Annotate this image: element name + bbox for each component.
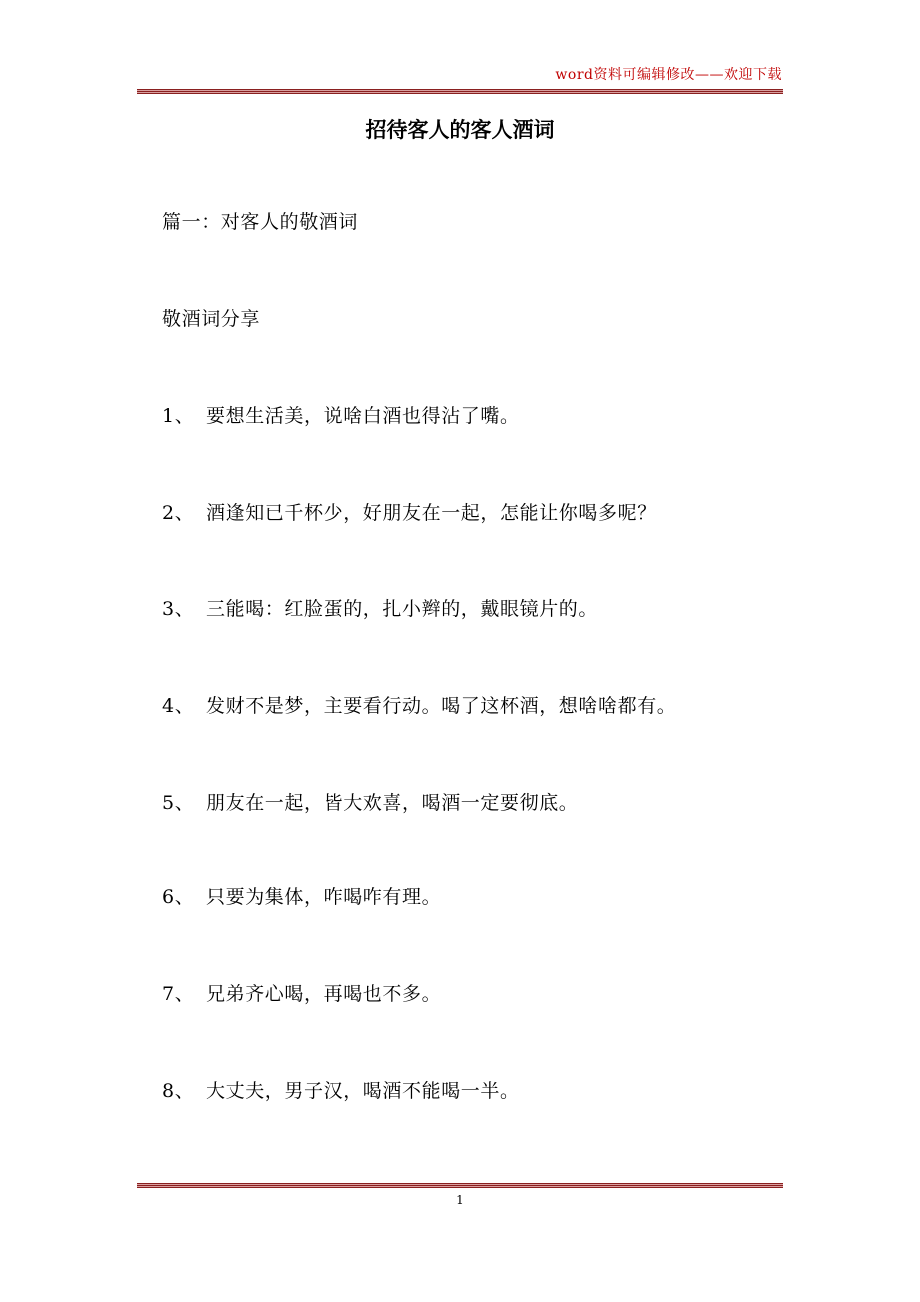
list-item-number: 8、	[162, 1080, 195, 1102]
list-item-number: 7、	[162, 983, 195, 1005]
list-item-text: 只要为集体，咋喝咋有理。	[206, 886, 442, 908]
list-item-number: 4、	[162, 695, 195, 717]
list-item	[162, 596, 598, 622]
list-item-text: 朋友在一起，皆大欢喜，喝酒一定要彻底。	[206, 792, 579, 814]
document-title: 招待客人的客人酒词	[365, 118, 555, 142]
list-item-text: 要想生活美，说啥白酒也得沾了嘴。	[206, 405, 520, 427]
list-item	[162, 884, 441, 910]
list-item-number: 2、	[162, 502, 195, 524]
list-item	[162, 500, 657, 526]
subheading: 敬酒词分享	[162, 308, 261, 330]
header-note: word资料可编辑修改——欢迎下载	[555, 67, 782, 83]
list-item-text: 大丈夫，男子汉，喝酒不能喝一半。	[206, 1080, 520, 1102]
section-heading: 篇一：对客人的敬酒词	[162, 211, 359, 233]
list-item	[162, 403, 520, 429]
list-item-number: 3、	[162, 598, 195, 620]
list-item	[162, 693, 676, 719]
list-item-number: 5、	[162, 792, 195, 814]
list-item-text: 酒逢知已千杯少，好朋友在一起，怎能让你喝多呢？	[206, 502, 657, 524]
list-item-text: 发财不是梦，主要看行动。喝了这杯酒，想啥啥都有。	[206, 695, 677, 717]
list-item	[162, 1078, 520, 1104]
footer-rule	[137, 1183, 783, 1188]
header-rule	[137, 89, 783, 94]
list-item-number: 6、	[162, 886, 195, 908]
page-number: 1	[456, 1193, 464, 1207]
list-item	[162, 981, 441, 1007]
list-item-text: 兄弟齐心喝，再喝也不多。	[206, 983, 442, 1005]
list-item	[162, 790, 578, 816]
list-item-number: 1、	[162, 405, 195, 427]
list-item-text: 三能喝：红脸蛋的，扎小辫的，戴眼镜片的。	[206, 598, 599, 620]
